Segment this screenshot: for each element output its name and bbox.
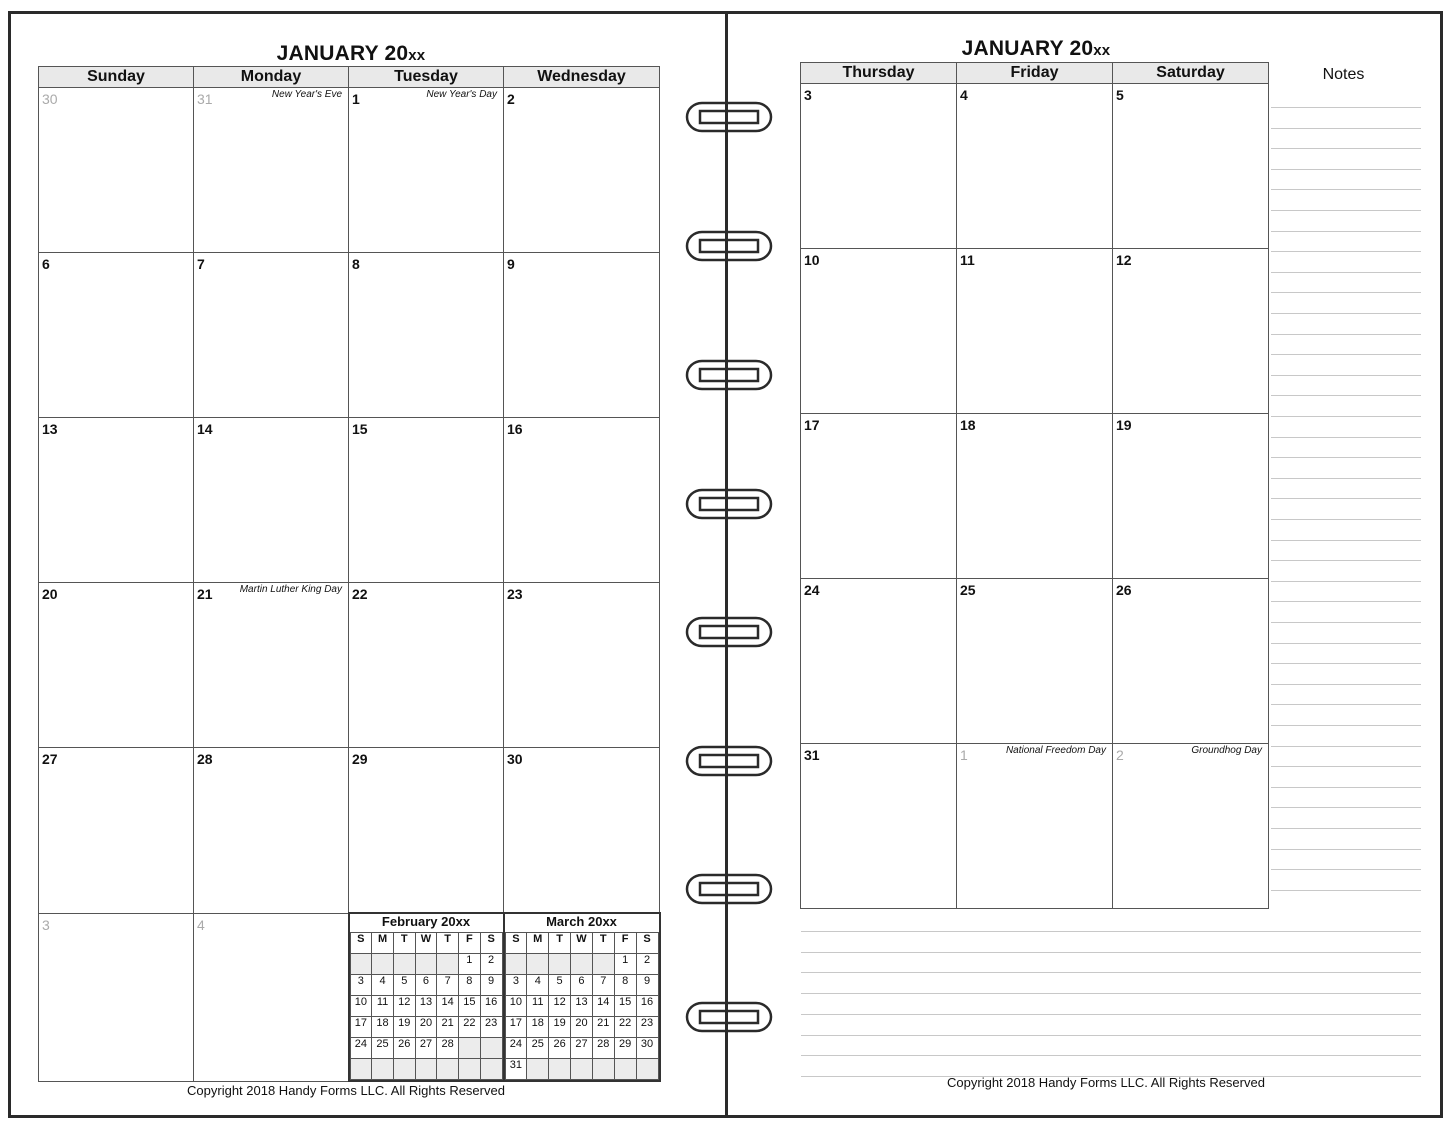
day-number: 22 [352,586,368,602]
day-cell[interactable] [194,88,349,253]
mini-day: 28 [592,1038,614,1059]
left-month-grid [38,66,661,1082]
day-cell[interactable] [801,249,957,414]
mini-day [549,1059,571,1080]
day-cell[interactable] [957,84,1113,249]
mini-week-row [505,954,658,975]
day-cell[interactable] [194,418,349,583]
notes-line [1271,292,1421,293]
binder-ring-icon [684,744,774,778]
mini-day: 26 [393,1038,415,1059]
day-cell[interactable] [801,84,957,249]
week-row [801,84,1269,249]
left-copyright: Copyright 2018 Handy Forms LLC. All Rights Reserved [187,1083,505,1098]
mini-calendar-title: March 20xx [546,914,617,929]
mini-week-row [505,975,658,996]
day-cell[interactable] [504,253,660,418]
mini-day [437,954,459,975]
mini-day: 1 [459,954,481,975]
mini-calendar-title: February 20xx [381,914,471,929]
mini-day [571,954,593,975]
notes-line [1271,148,1421,149]
day-number: 11 [960,252,975,268]
day-number: 12 [1116,252,1132,268]
mini-day: 24 [350,1038,372,1059]
day-number: 2 [1116,747,1124,763]
day-cell[interactable] [39,913,194,1081]
day-header: Monday [194,67,349,88]
day-cell[interactable] [957,744,1113,909]
notes-line [1271,354,1421,355]
title-suffix: xx [1093,42,1111,59]
mini-day [480,1038,502,1059]
day-number: 29 [352,751,368,767]
mini-day [415,954,437,975]
mini-day: 22 [614,1017,636,1038]
mini-day [549,954,571,975]
week-row [39,418,660,583]
binding-spine [725,14,728,1115]
mini-day: 24 [505,1038,527,1059]
day-number: 14 [197,421,213,437]
mini-day [393,1059,415,1080]
mini-week-row [350,1038,502,1059]
day-header: Wednesday [504,67,660,88]
mini-day: 11 [527,996,549,1017]
day-cell[interactable] [194,913,349,1081]
title-text: JANUARY 20 [961,37,1094,60]
day-cell[interactable] [39,88,194,253]
day-number: 2 [507,91,515,107]
planner-spread [8,11,1443,1118]
notes-line [1271,375,1421,376]
notes-line [1271,313,1421,314]
mini-day: 9 [636,975,658,996]
day-cell[interactable] [957,414,1113,579]
day-cell[interactable] [194,583,349,748]
mini-day: 26 [549,1038,571,1059]
mini-day: 13 [571,996,593,1017]
mini-day [372,1059,394,1080]
mini-day: 16 [480,996,502,1017]
mini-day: 7 [437,975,459,996]
day-number: 25 [960,582,976,598]
day-number: 4 [197,916,205,933]
mini-dow: T [549,933,571,954]
notes-line [1271,231,1421,232]
day-number: 16 [507,421,523,437]
mini-day: 22 [459,1017,481,1038]
mini-day: 15 [459,996,481,1017]
week-row [801,744,1269,909]
day-cell[interactable] [801,414,957,579]
day-cell[interactable] [504,88,660,253]
mini-day: 25 [527,1038,549,1059]
mini-day: 2 [636,954,658,975]
notes-line [1271,622,1421,623]
day-number: 19 [1116,417,1132,433]
mini-day [480,1059,502,1080]
notes-line [1271,560,1421,561]
mini-day: 4 [372,975,394,996]
mini-day: 29 [614,1038,636,1059]
notes-line [1271,807,1421,808]
day-cell[interactable] [39,583,194,748]
mini-day: 27 [415,1038,437,1059]
mini-day: 8 [459,975,481,996]
mini-day: 6 [415,975,437,996]
mini-day: 17 [505,1017,527,1038]
mini-dow: F [459,933,481,954]
mini-week-row [350,1017,502,1038]
mini-calendar-cell [504,913,660,1081]
week-row [39,748,660,914]
day-number: 1 [352,91,360,107]
notes-line [1271,210,1421,211]
mini-day [350,1059,372,1080]
mini-dow: T [592,933,614,954]
mini-dow: S [636,933,658,954]
mini-day: 20 [415,1017,437,1038]
mini-dow: T [437,933,459,954]
day-number: 17 [804,417,820,433]
binder-ring-icon [684,100,774,134]
notes-line [1271,704,1421,705]
notes-line [1271,498,1421,499]
mini-week-row [350,996,502,1017]
mini-dow: S [505,933,527,954]
notes-line [1271,725,1421,726]
right-month-grid [800,62,1269,909]
day-number: 15 [352,421,368,437]
day-number: 3 [804,87,812,103]
mini-calendar [505,914,659,1080]
mini-dow: T [393,933,415,954]
mini-week-row [350,975,502,996]
notes-label: Notes [1322,66,1365,83]
binder-ring-icon [684,229,774,263]
notes-line [1271,828,1421,829]
day-number: 5 [1116,87,1124,103]
mini-dow: S [480,933,502,954]
day-cell[interactable] [957,249,1113,414]
day-header: Friday [957,63,1113,84]
day-number: 27 [42,751,58,767]
mini-day: 19 [393,1017,415,1038]
day-cell[interactable] [801,579,957,744]
mini-week-row [350,1059,502,1080]
mini-day [393,954,415,975]
day-cell[interactable] [194,253,349,418]
day-number: 21 [197,586,213,602]
day-number: 18 [960,417,976,433]
bottom-note-line [801,1014,1421,1015]
notes-line [1271,457,1421,458]
day-cell[interactable] [349,418,504,583]
mini-day: 31 [505,1059,527,1080]
mini-day: 30 [636,1038,658,1059]
notes-line [1271,251,1421,252]
bottom-note-line [801,972,1421,973]
binder-ring-icon [684,872,774,906]
bottom-note-line [801,993,1421,994]
mini-day [459,1059,481,1080]
mini-day [527,1059,549,1080]
mini-day: 17 [350,1017,372,1038]
mini-dow-row [350,933,502,954]
mini-day: 5 [393,975,415,996]
mini-day [592,954,614,975]
notes-line [1271,540,1421,541]
day-number: 9 [507,256,515,272]
day-header: Thursday [801,63,957,84]
mini-day: 1 [614,954,636,975]
binder-ring-icon [684,615,774,649]
notes-line [1271,869,1421,870]
day-cell[interactable] [194,748,349,914]
notes-line [1271,643,1421,644]
mini-day [459,1038,481,1059]
mini-week-row [505,996,658,1017]
notes-line [1271,663,1421,664]
day-number: 1 [960,747,968,763]
week-row [801,249,1269,414]
mini-day [372,954,394,975]
left-page-title [41,42,661,66]
day-cell[interactable] [801,744,957,909]
day-number: 7 [197,256,205,272]
mini-week-row [505,1059,658,1080]
day-number: 20 [42,586,58,602]
notes-line [1271,272,1421,273]
bottom-note-line [801,1035,1421,1036]
day-number: 6 [42,256,50,272]
notes-line [1271,766,1421,767]
day-cell[interactable] [504,418,660,583]
week-row [39,583,660,748]
mini-day: 13 [415,996,437,1017]
mini-day: 2 [480,954,502,975]
mini-day: 23 [636,1017,658,1038]
notes-line [1271,890,1421,891]
mini-calendar [350,914,503,1080]
day-cell[interactable] [39,253,194,418]
mini-dow: S [350,933,372,954]
bottom-note-line [801,952,1421,953]
mini-dow: W [415,933,437,954]
day-number: 23 [507,586,523,602]
mini-day: 28 [437,1038,459,1059]
day-cell[interactable] [504,748,660,914]
day-number: 31 [197,91,213,107]
mini-day: 3 [505,975,527,996]
title-suffix: xx [408,47,426,64]
mini-title-row [505,914,658,933]
mini-day [415,1059,437,1080]
mini-day: 9 [480,975,502,996]
week-row [39,88,660,253]
binder-ring-icon [684,358,774,392]
bottom-note-line [801,931,1421,932]
notes-line [1271,746,1421,747]
mini-day: 15 [614,996,636,1017]
day-number: 26 [1116,582,1132,598]
mini-day: 12 [549,996,571,1017]
notes-line [1271,437,1421,438]
day-cell[interactable] [1113,249,1269,414]
bottom-note-line [801,1055,1421,1056]
right-page-title [801,37,1271,61]
mini-day: 3 [350,975,372,996]
holiday-label: Groundhog Day [1191,745,1262,756]
mini-day [571,1059,593,1080]
mini-dow: M [372,933,394,954]
mini-day [505,954,527,975]
mini-day: 18 [372,1017,394,1038]
mini-day [636,1059,658,1080]
day-number: 10 [804,252,820,268]
notes-line [1271,169,1421,170]
notes-line [1271,684,1421,685]
day-number: 30 [507,751,523,767]
day-cell[interactable] [1113,579,1269,744]
day-cell[interactable] [39,418,194,583]
week-row [801,414,1269,579]
notes-line [1271,395,1421,396]
mini-week-row [350,954,502,975]
week-row [801,579,1269,744]
mini-dow: M [527,933,549,954]
notes-line [1271,189,1421,190]
mini-day [437,1059,459,1080]
week-row [39,913,660,1081]
notes-line [1271,849,1421,850]
mini-day [614,1059,636,1080]
mini-title-row [350,914,502,933]
mini-day: 18 [527,1017,549,1038]
day-number: 30 [42,91,58,107]
mini-day: 16 [636,996,658,1017]
mini-day [592,1059,614,1080]
mini-day: 6 [571,975,593,996]
day-number: 28 [197,751,213,767]
mini-day: 25 [372,1038,394,1059]
mini-dow: F [614,933,636,954]
notes-line [1271,107,1421,108]
holiday-label: New Year's Eve [271,89,342,100]
day-cell[interactable] [1113,84,1269,249]
day-header: Sunday [39,67,194,88]
holiday-label: New Year's Day [426,89,497,100]
mini-day: 8 [614,975,636,996]
mini-day: 21 [592,1017,614,1038]
notes-line [1271,416,1421,417]
day-cell[interactable] [349,88,504,253]
mini-day: 14 [437,996,459,1017]
notes-line [1271,787,1421,788]
day-cell[interactable] [39,748,194,914]
mini-calendar-cell [349,913,504,1081]
day-cell[interactable] [349,748,504,914]
binder-ring-icon [684,487,774,521]
mini-dow-row [505,933,658,954]
notes-line [1271,128,1421,129]
day-cell[interactable] [1113,744,1269,909]
mini-day [527,954,549,975]
day-header: Tuesday [349,67,504,88]
mini-day: 7 [592,975,614,996]
day-cell[interactable] [1113,414,1269,579]
day-number: 3 [42,916,50,933]
mini-day: 21 [437,1017,459,1038]
holiday-label: National Freedom Day [1005,745,1106,756]
binder-ring-icon [684,1000,774,1034]
mini-week-row [505,1038,658,1059]
day-cell[interactable] [349,583,504,748]
notes-line [1271,519,1421,520]
mini-day: 14 [592,996,614,1017]
notes-line [1271,601,1421,602]
mini-day: 20 [571,1017,593,1038]
day-number: 31 [804,747,820,763]
mini-day: 5 [549,975,571,996]
day-cell[interactable] [504,583,660,748]
right-copyright: Copyright 2018 Handy Forms LLC. All Rights Reserved [947,1075,1265,1090]
mini-day: 27 [571,1038,593,1059]
day-number: 13 [42,421,58,437]
notes-line [1271,478,1421,479]
notes-line [1271,334,1421,335]
holiday-label: Martin Luther King Day [239,584,342,595]
mini-day: 10 [505,996,527,1017]
day-number: 8 [352,256,360,272]
notes-line [1271,581,1421,582]
mini-day: 12 [393,996,415,1017]
mini-day: 10 [350,996,372,1017]
mini-day: 11 [372,996,394,1017]
day-number: 24 [804,582,820,598]
day-header: Saturday [1113,63,1269,84]
mini-week-row [505,1017,658,1038]
mini-day [350,954,372,975]
day-number: 4 [960,87,968,103]
mini-dow: W [571,933,593,954]
mini-day: 23 [480,1017,502,1038]
mini-day: 4 [527,975,549,996]
title-text: JANUARY 20 [276,42,409,65]
mini-day: 19 [549,1017,571,1038]
week-row [39,253,660,418]
day-cell[interactable] [349,253,504,418]
day-cell[interactable] [957,579,1113,744]
